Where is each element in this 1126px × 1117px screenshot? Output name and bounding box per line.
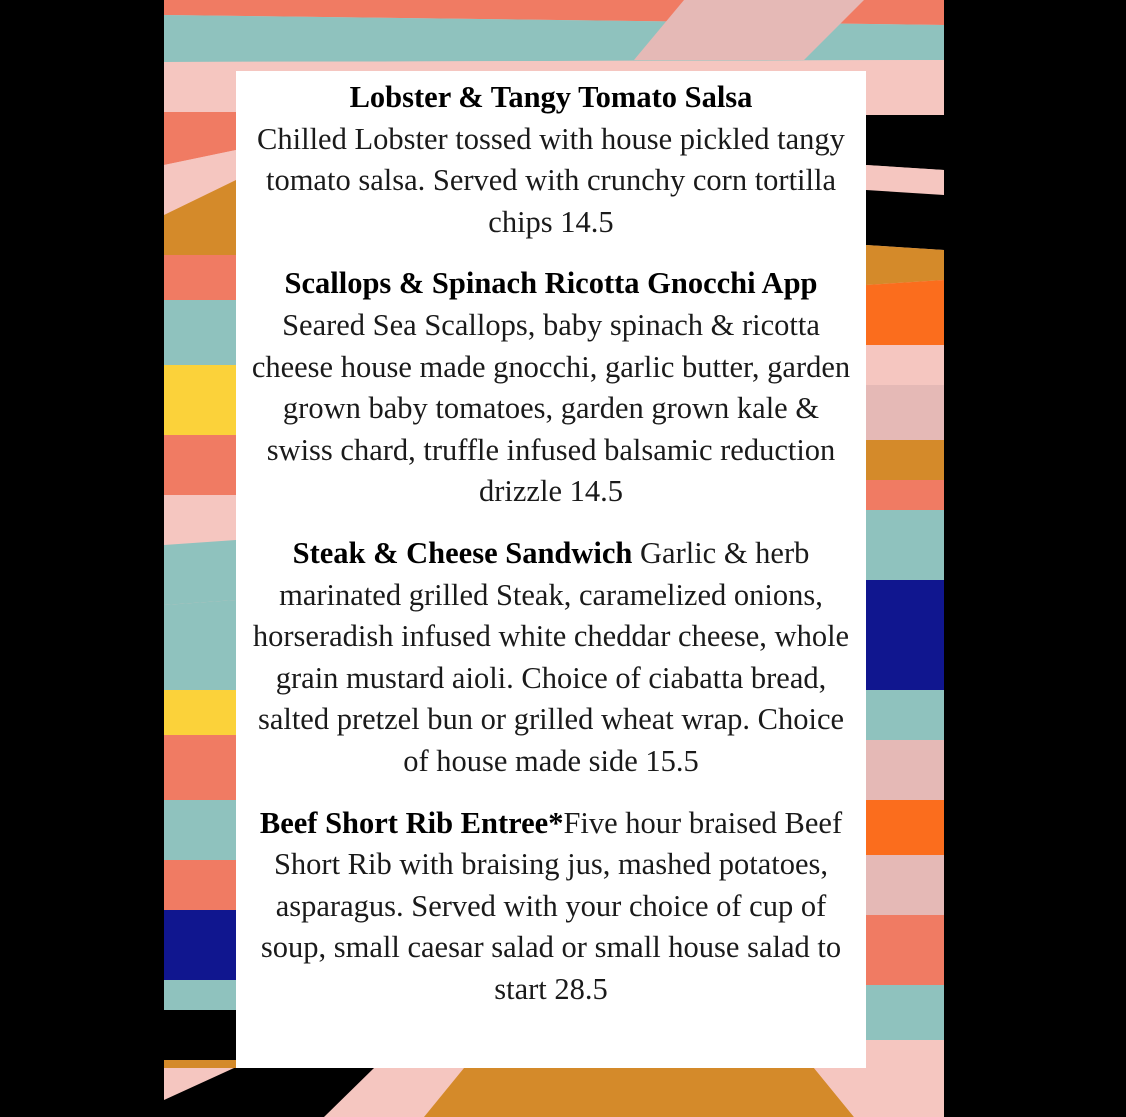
item-description: Chilled Lobster tossed with house pickled tangy tomato salsa. Served with crunchy corn tortilla chips 14.5 — [257, 121, 845, 239]
item-name: Scallops & Spinach Ricotta Gnocchi App — [284, 266, 818, 301]
menu-item-steak-sandwich — [250, 533, 852, 783]
item-name: Steak & Cheese Sandwich — [292, 535, 633, 570]
menu-item-lobster — [250, 77, 852, 243]
item-description: Five hour braised Beef Short Rib with braising jus, mashed potatoes, asparagus. Served with your choice of cup of soup, small caesar salad or small house salad to start 28.5 — [260, 805, 843, 1006]
menu-item-short-rib — [250, 803, 852, 1011]
menu-card — [236, 71, 866, 1068]
item-name: Lobster & Tangy Tomato Salsa — [349, 80, 753, 114]
item-name: Beef Short Rib Entree* — [259, 805, 564, 840]
menu-item-scallops — [250, 263, 852, 513]
item-description: Seared Sea Scallops, baby spinach & ricotta cheese house made gnocchi, garlic butter, garden grown baby tomatoes, garden grown kale & swiss chard, truffle infused balsamic reduction drizzle 14.5 — [251, 307, 851, 509]
item-description: Garlic & herb marinated grilled Steak, caramelized onions, horseradish infused white cheddar cheese, whole grain mustard aioli. Choice of ciabatta bread, salted pretzel bun or grilled wheat wrap. Choice of house made side 15.5 — [252, 535, 850, 778]
